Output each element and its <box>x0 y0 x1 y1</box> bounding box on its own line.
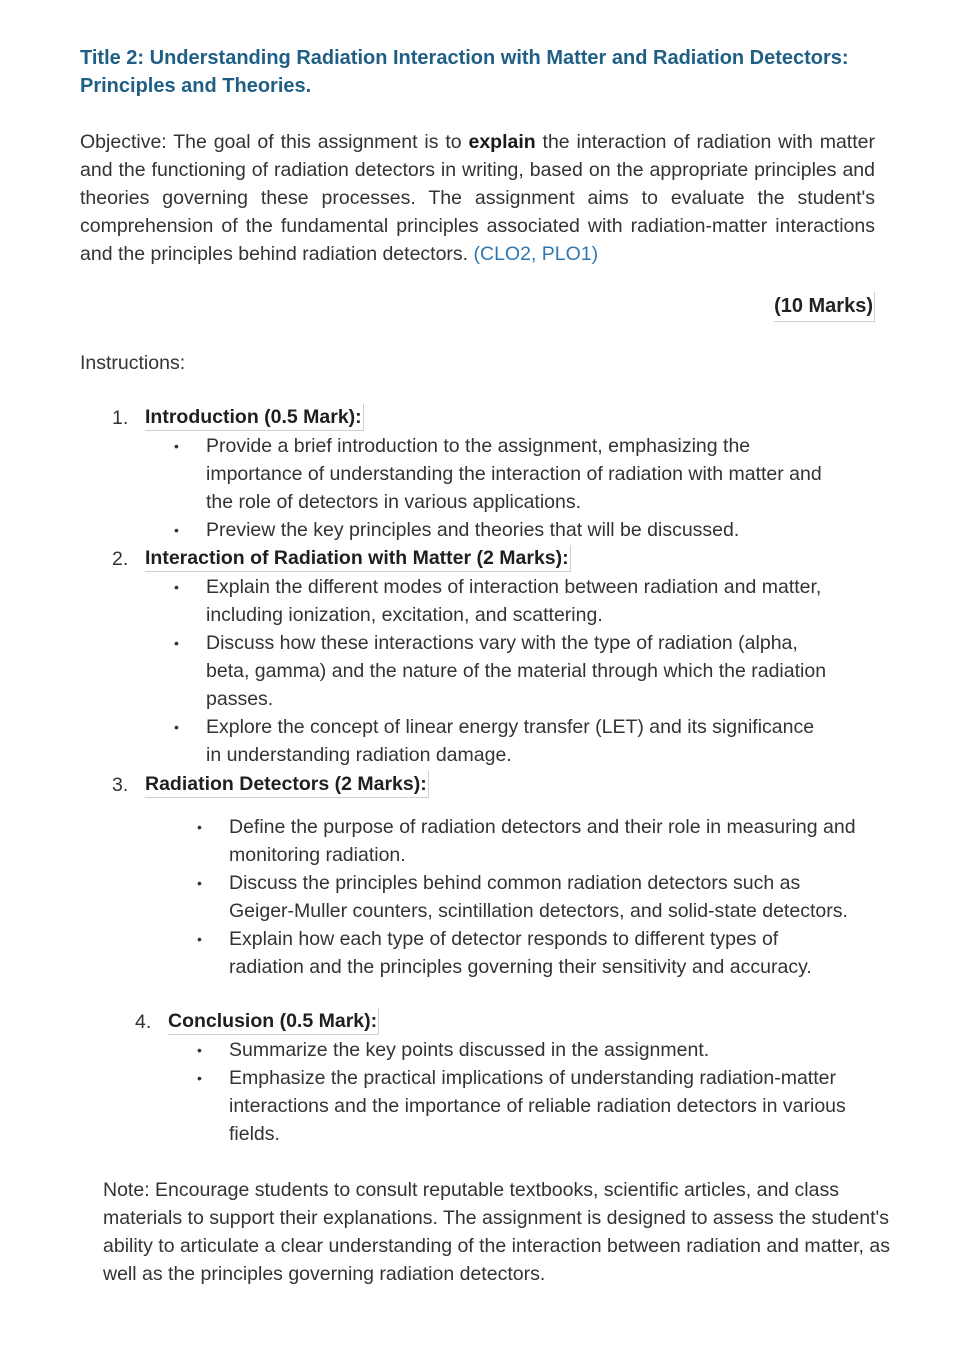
section-heading: Conclusion (0.5 Mark): <box>168 1008 379 1035</box>
section-conclusion <box>135 1008 895 1148</box>
section-heading: Interaction of Radiation with Matter (2 Marks): <box>145 545 571 572</box>
bullet-icon: • <box>197 1070 202 1086</box>
assignment-title: Title 2: Understanding Radiation Interaction with Matter and Radiation Detectors: Principles and Theories. <box>80 47 849 97</box>
bullet-icon: • <box>197 875 202 891</box>
list-item: • Emphasize the practical implications of understanding radiation-matter interactions and the importance of reliable radiation detectors in various fields. <box>197 1064 867 1148</box>
objective-label: Objective: The goal of this assignment is to <box>80 131 469 153</box>
list-item: • Provide a brief introduction to the assignment, emphasizing the importance of understanding the interaction of radiation with matter and the role of detectors in various applications. <box>174 432 822 516</box>
section-number: 4. <box>135 1011 152 1033</box>
objective-paragraph <box>80 128 875 268</box>
section-number: 1. <box>112 407 129 429</box>
bullet-icon: • <box>197 1042 202 1058</box>
bullet-icon: • <box>174 719 179 735</box>
note-paragraph: Note: Encourage students to consult reputable textbooks, scientific articles, and class materials to support their explanations. The assignment is designed to assess the student's ability to articulate a clear understanding of the interaction between radiation and matter, as well as the principles governing radiation detectors. <box>103 1179 890 1285</box>
bullet-icon: • <box>174 522 179 538</box>
section-introduction <box>112 404 872 544</box>
section-detectors <box>112 771 872 981</box>
total-marks: (10 Marks) <box>774 292 875 322</box>
bullet-icon: • <box>174 579 179 595</box>
list-item: • Discuss how these interactions vary with the type of radiation (alpha, beta, gamma) and the nature of the material through which the radiation passes. <box>174 629 834 713</box>
section-number: 2. <box>112 548 129 570</box>
bullet-icon: • <box>174 635 179 651</box>
section-number: 3. <box>112 774 129 796</box>
objective-emphasis: explain <box>468 131 536 153</box>
section-heading: Introduction (0.5 Mark): <box>145 404 364 431</box>
list-item: • Explain how each type of detector responds to different types of radiation and the principles governing their sensitivity and accuracy. <box>197 925 857 981</box>
list-item: • Define the purpose of radiation detectors and their role in measuring and monitoring radiation. <box>197 813 857 869</box>
bullet-icon: • <box>197 819 202 835</box>
list-item: • Summarize the key points discussed in the assignment. <box>197 1036 867 1064</box>
instructions-label: Instructions: <box>80 352 186 374</box>
learning-outcomes: (CLO2, PLO1) <box>473 243 599 265</box>
section-heading: Radiation Detectors (2 Marks): <box>145 771 429 798</box>
bullet-icon: • <box>174 438 179 454</box>
list-item: • Explain the different modes of interaction between radiation and matter, including ionization, excitation, and scattering. <box>174 573 834 629</box>
list-item: • Discuss the principles behind common radiation detectors such as Geiger-Muller counters, scintillation detectors, and solid-state detectors. <box>197 869 857 925</box>
objective-text: the interaction of radiation with matter and the functioning of radiation detectors in writing, based on the appropriate principles and theories governing these processes. The assignment aims to evaluate the student's comprehension of the fundamental principles associated with radiation-matter interactions and the principles behind radiation detectors. <box>80 131 875 265</box>
list-item: • Preview the key principles and theories that will be discussed. <box>174 516 822 544</box>
section-interaction <box>112 545 872 769</box>
list-item: • Explore the concept of linear energy transfer (LET) and its significance in understanding radiation damage. <box>174 713 834 769</box>
bullet-icon: • <box>197 931 202 947</box>
